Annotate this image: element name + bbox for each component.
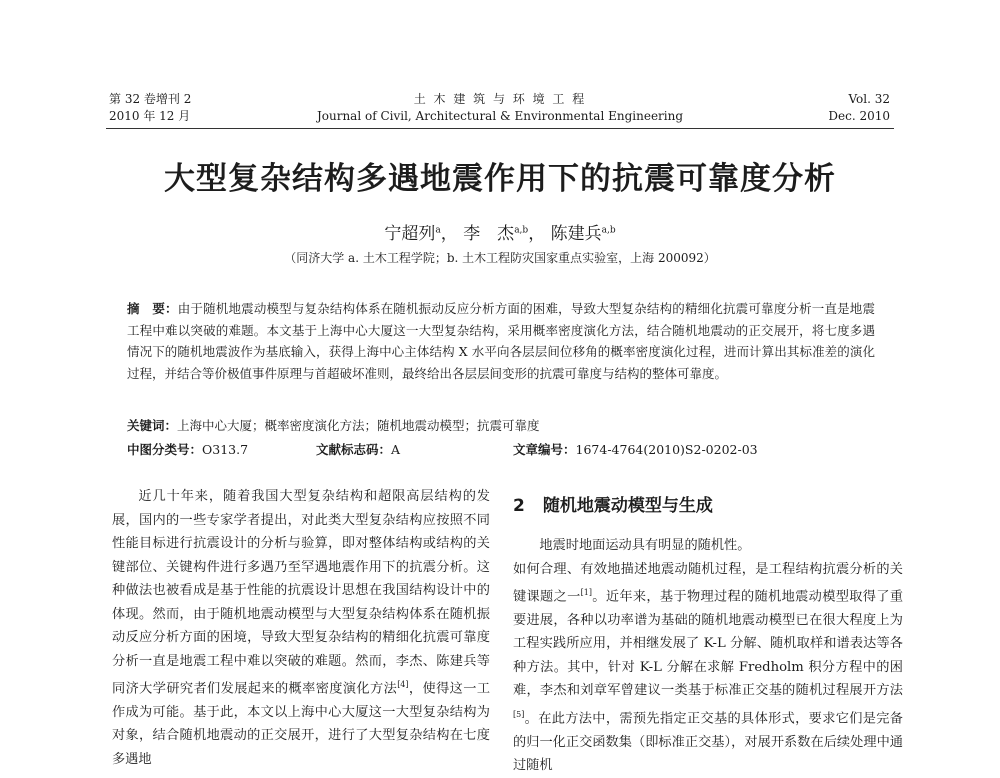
affiliation: （同济大学 a. 土木工程学院；b. 土木工程防灾国家重点实验室，上海 200092）	[284, 251, 716, 265]
paragraph-text: 。近年来，基于物理过程的随机地震动模型取得了重要进展，各种以功率谱为基础的随机地震动模型已在很大程度上为工程实践所应用，并相继发展了 K-L 分解、随机取样和谱表达等各种方法。其中，针对 K-L 分解在求解 Fredholm 积分方程中的困难，李杰和刘章军曾建议一类基于标准正交基的随机过程展开方法	[513, 589, 904, 699]
author-separator: ，	[440, 224, 458, 244]
citation: [5]	[513, 709, 525, 719]
article-no-value: 1674-4764(2010)S2-0202-03	[575, 442, 758, 457]
intro-paragraph	[112, 485, 490, 771]
keywords-text: 上海中心大厦；概率密度演化方法；随机地震动模型；抗震可靠度	[177, 418, 540, 433]
classification-label: 中图分类号：	[127, 442, 203, 457]
author-list	[100, 219, 900, 244]
classification-number	[127, 440, 248, 458]
intro-text: 近几十年来，随着我国大型复杂结构和超限高层结构的发展，国内的一些专家学者提出，对此类大型复杂结构应按照不同性能目标进行抗震设计的分析与验算，即对整体结构或结构的关键部位、关键构件进行多遇乃至罕遇地震作用下的抗震分析。这种做法也被看成是基于性能的抗震设计思想在我国结构设计中的体现。然而，由于随机地震动模型与大型复杂结构体系在随机振动反应分析方面的困境，导致大型复杂结构的精细化抗震可靠度分析一直是地震工程中难以突破的难题。然而，李杰、陈建兵等同济大学研究者们发展起来的概率密度演化方法	[112, 489, 490, 697]
citation: [4]	[397, 680, 409, 689]
author-affil-mark: a,b	[514, 225, 529, 236]
journal-name-en: Journal of Civil, Architectural & Environmental Engineering	[316, 109, 684, 123]
issue-date: 2010 年 12 月	[109, 109, 191, 123]
section-title: 随机地震动模型与生成	[542, 496, 713, 516]
citation: [1]	[580, 588, 592, 597]
section-paragraph: 地震时地面运动具有明显的随机性。	[539, 538, 751, 553]
volume-en: Vol. 32	[848, 92, 890, 106]
author-separator: ，	[528, 224, 546, 244]
classification-value: O313.7	[202, 442, 249, 457]
doc-code-value: A	[391, 442, 401, 457]
keywords	[127, 416, 540, 434]
paragraph-text: 。在此方法中，需预先指定正交基的具体形式，要求它们是完备的归一化正交函数集（即标准正交基），对展开系数在后续处理中通过随机	[513, 711, 903, 774]
abstract	[127, 298, 875, 384]
header-divider	[106, 128, 894, 129]
author-name: 李 杰	[463, 224, 515, 244]
left-column	[112, 485, 490, 771]
journal-name-cn: 土 木 建 筑 与 环 境 工 程	[413, 92, 587, 106]
right-column	[513, 534, 903, 778]
paper-title: 大型复杂结构多遇地震作用下的抗震可靠度分析	[164, 161, 836, 197]
document-code	[316, 440, 400, 458]
author-name: 陈建兵	[550, 224, 602, 244]
date-en: Dec. 2010	[828, 109, 890, 123]
author-name: 宁超列	[384, 224, 436, 244]
abstract-label: 摘 要：	[127, 301, 178, 316]
keywords-label: 关键词：	[127, 418, 178, 433]
author-affil-mark: a	[435, 225, 441, 236]
journal-volume-info	[109, 91, 191, 125]
paragraph-text: 如何合理、有效地描述地震动随机过程，是工程结构抗震分析的关键课题之一	[513, 561, 903, 605]
doc-code-label: 文献标志码：	[316, 442, 392, 457]
journal-volume-en	[828, 91, 890, 125]
section-heading	[513, 491, 713, 516]
article-no-label: 文章编号：	[513, 442, 576, 457]
intro-text-cont: ，使得这一工作成为可能。基于此，本文以上海中心大厦这一大型复杂结构为对象，结合随机地震动的正交展开，进行了大型复杂结构在七度多遇地	[112, 681, 491, 767]
journal-name	[300, 91, 700, 125]
section-paragraph	[513, 558, 903, 778]
section-number: 2	[513, 496, 525, 516]
volume-issue: 第 32 卷增刊 2	[109, 92, 192, 106]
article-number	[513, 440, 758, 458]
abstract-text: 由于随机地震动模型与复杂结构体系在随机振动反应分析方面的困难，导致大型复杂结构的精细化抗震可靠度分析一直是地震工程中难以突破的难题。本文基于上海中心大厦这一大型复杂结构，采用概率密度演化方法，结合随机地震动的正交展开，将七度多遇情况下的随机地震波作为基底输入，获得上海中心主体结构 X 水平向各层层间位移角的概率密度演化过程，进而计算出其标准差的演化过程，并结合等价极值事件原理与首超破坏准则，最终给出各层层间变形的抗震可靠度与结构的整体可靠度。	[127, 301, 875, 381]
author-affil-mark: a,b	[601, 225, 616, 236]
